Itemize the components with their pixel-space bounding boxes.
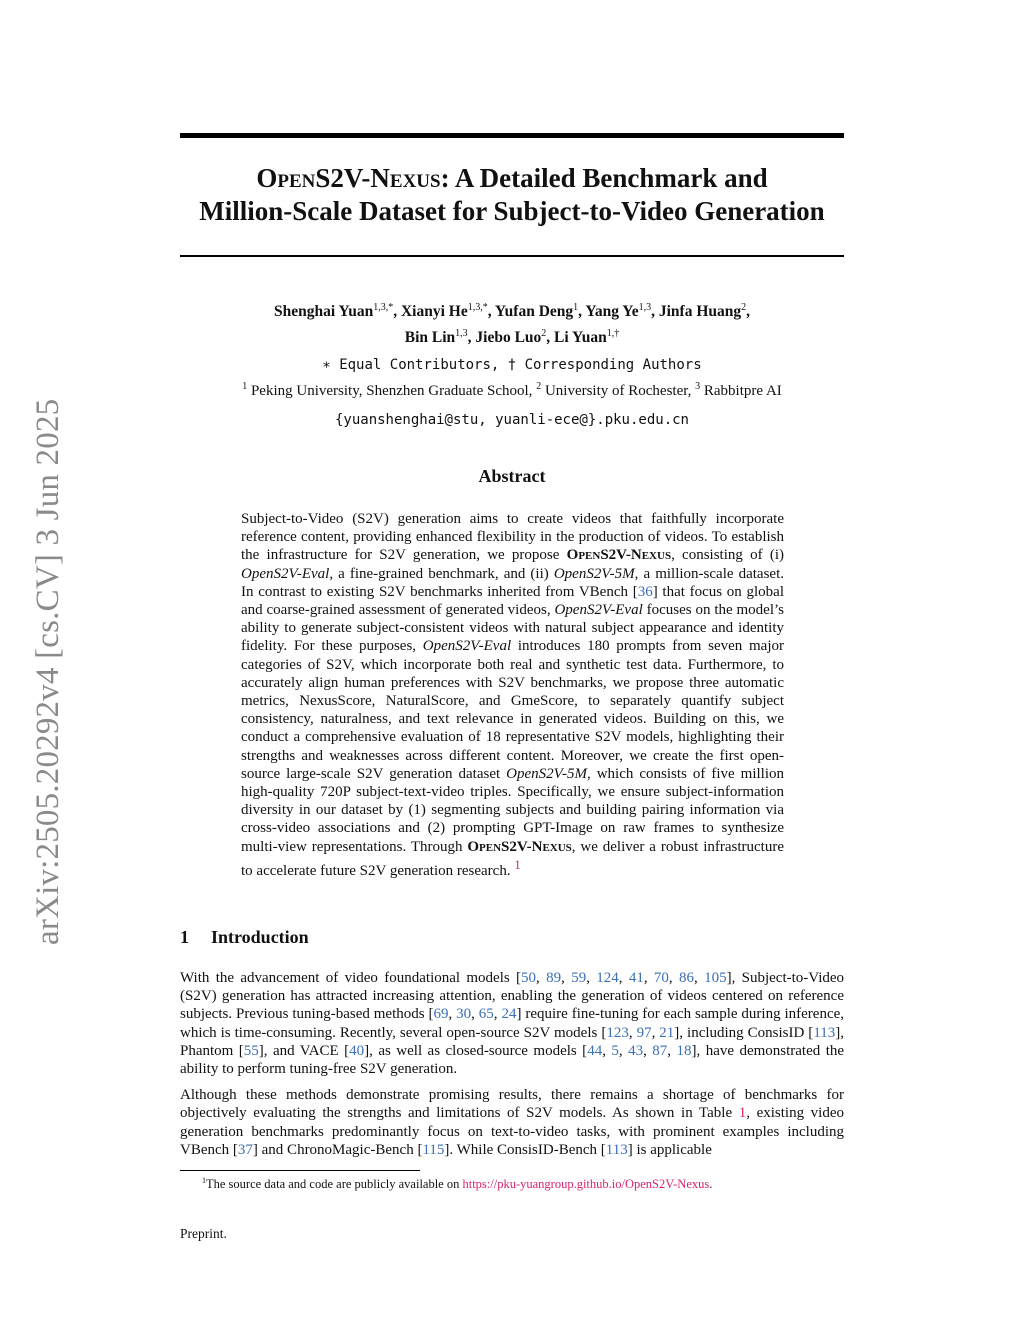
citation-link[interactable]: 115 <box>422 1141 445 1158</box>
citation-link[interactable]: 97 <box>636 1024 652 1041</box>
citation-link[interactable]: 24 <box>501 1006 517 1023</box>
citation-link[interactable]: 69 <box>433 1006 449 1023</box>
author: Jiebo Luo <box>475 329 542 347</box>
citation-link[interactable]: 113 <box>605 1141 628 1158</box>
citation-link[interactable]: 124 <box>596 970 619 986</box>
title-top-rule <box>180 133 844 138</box>
paper-title: OpenS2V-Nexus: A Detailed Benchmark and Million-Scale Dataset for Subject-to-Video Generation <box>199 163 825 226</box>
intro-paragraph-2: Although these methods demonstrate promising results, there remains a shortage of benchmarks for objectively evaluating the strengths and limitations of S2V models. As shown in Table 1, existing video generation benchmarks predominantly focus on text-to-video tasks, with prominent examples including VBench [37] and ChronoMagic-Bench [115]. While ConsisID-Bench [113] is applicable <box>180 1087 844 1158</box>
citation-link[interactable]: 70 <box>653 970 669 986</box>
citation-link[interactable]: 37 <box>237 1141 253 1158</box>
preprint-label: Preprint. <box>180 1226 227 1241</box>
citation-link[interactable]: 36 <box>637 583 653 600</box>
citation-link[interactable]: 105 <box>704 970 727 986</box>
section-heading-introduction: 1 Introduction <box>180 927 309 947</box>
citation-link[interactable]: 44 <box>587 1042 603 1059</box>
author: Xianyi He <box>400 303 468 321</box>
intro-paragraph-1: With the advancement of video foundational models [50, 89, 59, 124, 41, 70, 86, 105], Subject-to-Video (S2V) generation has attracted increasing attention, enabling the generation of videos centered on reference subjects. Previous tuning-based methods [69, 30, 65, 24] require fine-tuning for each sample during inference, which is time-consuming. Recently, several open-source S2V models [123, 97, 21], including ConsisID [113], Phantom [55], and VACE [40], as well as closed-source models [44, 5, 43, 87, 18], have demonstrated the ability to perform tuning-free S2V generation. <box>180 970 845 1078</box>
author-list: Shenghai Yuan$^{1,3,*}$, Xianyi $He^{1,3,*}$, Yufan Deng$^1$, Yang Ye$^{1,3}$, Jinfa Huang$^2$, Bin Lin$^{1,3}$, Jiebo Luo$^2$, Li Yuan$^{1,\dagger}$ <box>273 302 750 347</box>
author: Jinfa Huang <box>658 303 742 321</box>
citation-link[interactable]: 59 <box>571 970 587 986</box>
citation-link[interactable]: 40 <box>349 1042 365 1059</box>
abstract-heading: Abstract <box>478 466 546 486</box>
footnote: $^1$The source data and code are publicly available on https://pku-yuangroup.github.io/OpenS2V-Nexus. <box>202 1176 713 1192</box>
author: Shenghai Yuan <box>273 303 374 321</box>
citation-link[interactable]: 65 <box>478 1006 494 1023</box>
author: Bin Lin <box>404 329 456 347</box>
citation-link[interactable]: 5 <box>611 1042 619 1059</box>
citation-link[interactable]: 41 <box>628 970 644 986</box>
contact-email: {yuanshenghai@stu, yuanli-ece@}.pku.edu.cn <box>334 412 689 428</box>
citation-link[interactable]: 123 <box>606 1024 629 1041</box>
author: Yang Ye <box>585 303 639 321</box>
citation-link[interactable]: 89 <box>546 970 562 986</box>
citation-link[interactable]: 113 <box>813 1024 836 1041</box>
citation-link[interactable]: 30 <box>456 1006 472 1023</box>
arxiv-identifier: arXiv:2505.20292v4 [cs.CV] 3 Jun 2025 <box>30 398 66 945</box>
citation-link[interactable]: 55 <box>243 1042 259 1059</box>
citation-link[interactable]: 87 <box>652 1042 668 1059</box>
citation-link[interactable]: 21 <box>659 1024 675 1041</box>
table-reference-link[interactable]: 1 <box>738 1105 747 1122</box>
introduction-body <box>180 969 844 1167</box>
footnote-rule <box>180 1170 420 1171</box>
affiliations: $^1$ Peking University, Shenzhen Graduate School, $^2$ University of Rochester, $^3$ Rabbitpre AI <box>242 381 782 399</box>
author: Li Yuan <box>554 329 607 347</box>
citation-link[interactable]: 50 <box>521 970 537 986</box>
citation-link[interactable]: 18 <box>676 1042 692 1059</box>
title-bottom-rule <box>180 255 844 257</box>
equal-contribution-note: ∗ Equal Contributors, † Corresponding Authors <box>322 357 702 373</box>
citation-link[interactable]: 43 <box>628 1042 644 1059</box>
author: Yufan Deng <box>494 303 574 321</box>
project-url-link[interactable]: https://pku-yuangroup.github.io/OpenS2V-Nexus <box>462 1177 710 1192</box>
abstract-body: Subject-to-Video (S2V) generation aims to create videos that faithfully incorporate reference content, providing enhanced flexibility in the production of videos. To establish the infrastructure for S2V generation, we propose OpenS2V-Nexus, consisting of (i) OpenS2V-Eval, a fine-grained benchmark, and (ii) OpenS2V-5M, a million-scale dataset. In contrast to existing S2V benchmarks inherited from VBench [36] that focus on global and coarse-grained assessment of generated videos, OpenS2V-Eval focuses on the model’s ability to generate subject-consistent videos with natural subject appearance and identity fidelity. For these purposes, OpenS2V-Eval introduces 180 prompts from seven major categories of S2V, which incorporate both real and synthetic test data. Furthermore, to accurately align human preferences with S2V benchmarks, we propose three automatic metrics, NexusScore, NaturalScore, and GmeScore, to separately quantify subject consistency, naturalness, and text relevance in generated videos. Building on this, we conduct a comprehensive evaluation of 18 representative S2V models, highlighting their strengths and weaknesses across different content. Moreover, we create the first open-source large-scale S2V generation dataset OpenS2V-5M, which consists of five million high-quality 720P subject-text-video triples. Specifically, we ensure subject-information diversity in our dataset by (1) segmenting subjects and building pairing information via cross-video associations and (2) prompting GPT-Image on raw frames to synthesize multi-view representations. Through OpenS2V-Nexus, we deliver a robust infrastructure to accelerate future S2V generation research. $^1$ <box>241 511 785 879</box>
footnote-mark-link[interactable]: 1 <box>514 857 521 872</box>
citation-link[interactable]: 86 <box>679 970 694 986</box>
